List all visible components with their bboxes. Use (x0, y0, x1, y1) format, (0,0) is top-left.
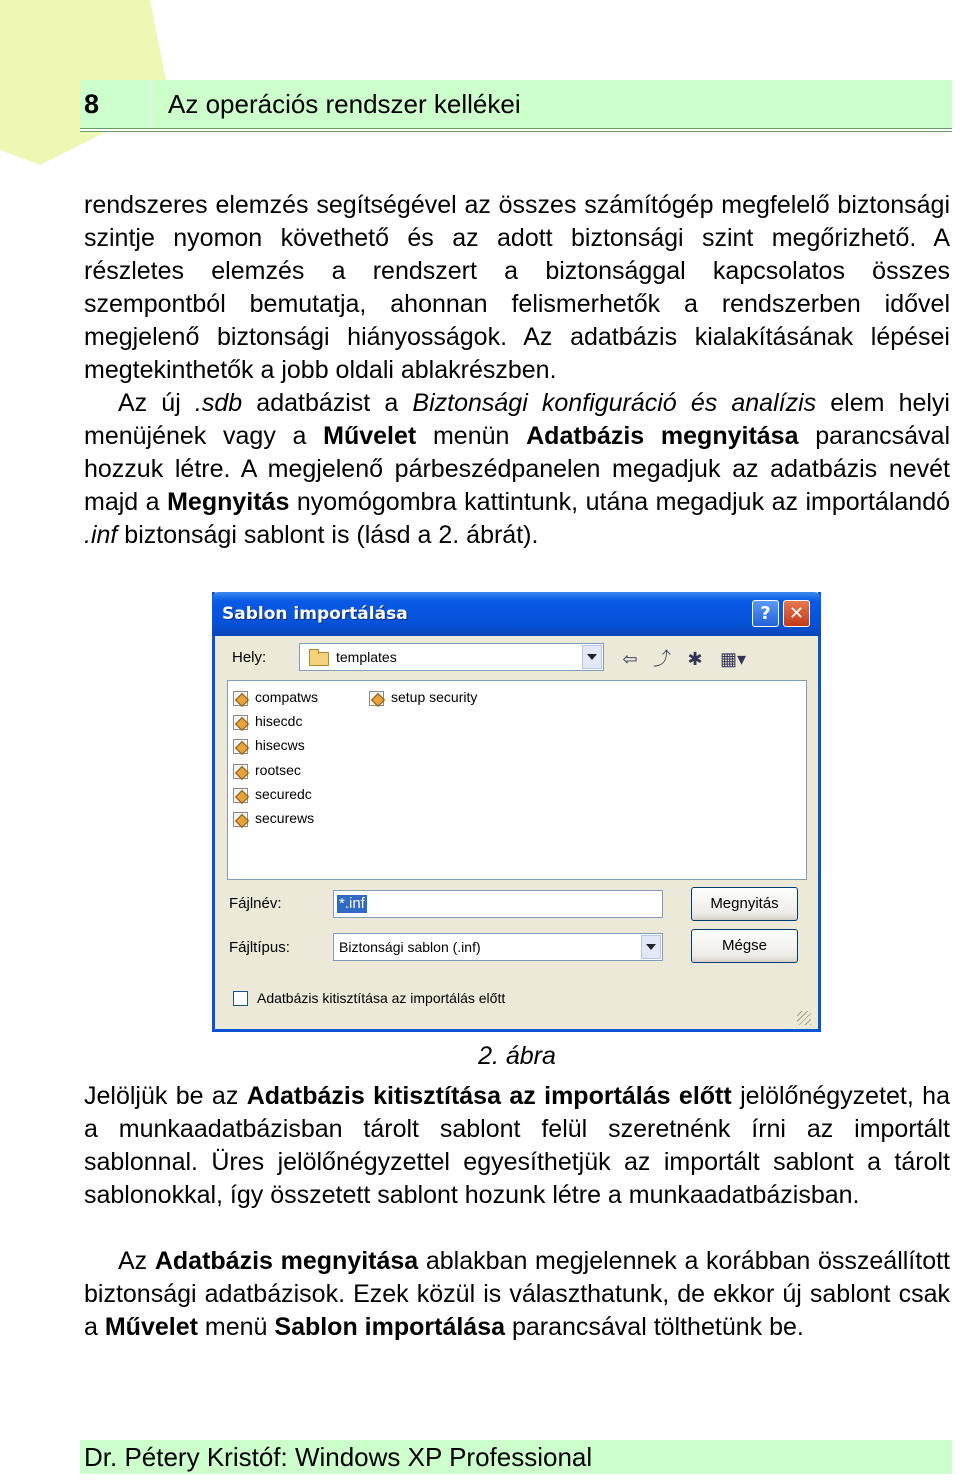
back-icon[interactable]: ⇦ (622, 649, 638, 669)
location-label: Hely: (232, 649, 267, 666)
up-folder-icon[interactable]: ⤴ (653, 649, 671, 669)
filename-label: Fájlnév: (229, 895, 282, 912)
close-button[interactable]: ✕ (783, 600, 810, 627)
template-file-icon (232, 810, 250, 826)
list-item[interactable]: hisecws (232, 735, 305, 755)
cancel-button[interactable]: Mégse (691, 929, 798, 963)
footer-text: Dr. Pétery Kristóf: Windows XP Professional (84, 1442, 593, 1472)
paragraph-2: Az új .sdb adatbázist a Biztonsági konfiguráció és analízis elem helyi menüjének vagy a Művelet menün Adatbázis megnyitása parancsával hozzuk létre. A megjelenő párbeszédpanelen megadjuk az adatbázis nevét majd a Megnyitás nyomógombra kattintunk, utána megadjuk az importálandó .inf biztonsági sablont is (lásd a 2. ábrát). (84, 389, 950, 549)
filetype-dropdown[interactable] (333, 933, 663, 961)
location-value: templates (336, 649, 397, 665)
header-separator (150, 80, 151, 128)
location-dropdown[interactable] (299, 643, 604, 671)
filetype-label: Fájltípus: (229, 939, 290, 956)
clear-database-label: Adatbázis kitisztítása az importálás előtt (257, 990, 506, 1006)
paragraph-1: rendszeres elemzés segítségével az összes számítógép megfelelő biztonsági szintje nyomon követhető és az adott biztonsági szint megőrizhető. A részletes elemzés a rendszert a biztonsággal kapcsolatos összes szempontból bemutatja, ahonnan felismerhetők a rendszerben idővel megjelenő biztonsági hiányosságok. Az adatbázis kialakításának lépései megtekinthetők a jobb oldali ablakrészben. (84, 191, 950, 384)
dialog-title: Sablon importálása (222, 604, 408, 624)
clear-database-checkbox[interactable] (233, 991, 248, 1006)
open-button[interactable]: Megnyitás (691, 887, 798, 921)
template-file-icon (232, 762, 250, 778)
list-item[interactable]: securedc (232, 784, 312, 804)
paragraph-3: Jelöljük be az Adatbázis kitisztítása az importálás előtt jelölőnégyzetet, ha a munkaadatbázisban tárolt sablont felül szeretnénk írni az importált sablonnal. Üres jelölőnégyzettel egyesíthetjük az importált sablont a tárolt sablonokkal, így összetett sablont hozunk létre a munkaadatbázisban. (84, 1082, 950, 1209)
page-number: 8 (84, 89, 100, 119)
list-item[interactable]: securews (232, 808, 314, 828)
list-item[interactable]: compatws (232, 687, 318, 707)
chevron-down-icon (641, 935, 661, 959)
paragraph-4: Az Adatbázis megnyitása ablakban megjelennek a korábban összeállított biztonsági adatbázisok. Ezek közül is választhatunk, de ekkor új sablont csak a Művelet menü Sablon importálása parancsával tölthetünk be. (84, 1247, 950, 1341)
filetype-value: Biztonsági sablon (.inf) (339, 939, 481, 955)
filename-value: *.inf (339, 895, 365, 912)
chevron-down-icon (582, 645, 602, 669)
dialog-titlebar (212, 592, 821, 636)
list-item[interactable]: rootsec (232, 760, 301, 780)
view-menu-icon[interactable]: ▦▾ (719, 649, 747, 669)
file-list[interactable] (227, 680, 807, 880)
template-file-icon (232, 713, 250, 729)
list-item[interactable]: setup security (368, 687, 477, 707)
help-button[interactable]: ? (752, 600, 779, 627)
template-file-icon (368, 689, 386, 705)
figure-caption: 2. ábra (478, 1042, 556, 1070)
header-rule (80, 128, 952, 132)
filename-input[interactable] (333, 890, 663, 918)
template-file-icon (232, 737, 250, 753)
folder-icon (309, 652, 329, 666)
template-file-icon (232, 786, 250, 802)
resize-grip-icon[interactable] (797, 1011, 811, 1025)
chapter-title: Az operációs rendszer kellékei (168, 89, 521, 119)
new-folder-icon[interactable]: ✱ (687, 649, 703, 669)
template-file-icon (232, 689, 250, 705)
list-item[interactable]: hisecdc (232, 711, 302, 731)
